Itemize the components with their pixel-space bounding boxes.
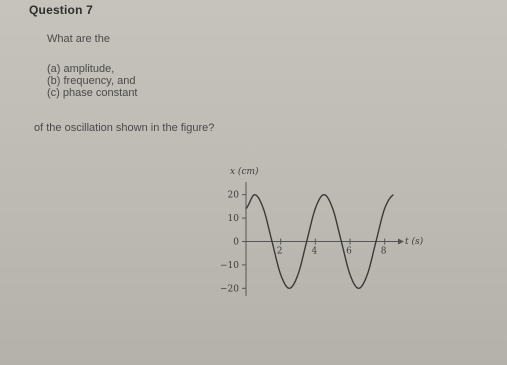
- item-frequency: (b) frequency, and: [47, 75, 136, 87]
- x-axis-label: t (s): [405, 237, 424, 247]
- question-heading: Question 7: [29, 3, 94, 17]
- x-tick-label: 4: [311, 246, 318, 257]
- y-axis-label: x (cm): [230, 167, 259, 177]
- y-tick-label: 10: [227, 214, 239, 225]
- y-tick-label: −20: [220, 284, 239, 295]
- question-prompt: What are the: [47, 33, 110, 45]
- x-tick-label: 8: [380, 246, 387, 257]
- y-tick-label: 20: [227, 190, 239, 201]
- x-axis-arrow-icon: [398, 239, 404, 245]
- x-tick-label: 6: [346, 246, 352, 257]
- item-phase-constant: (c) phase constant: [47, 87, 138, 99]
- oscillation-figure: [196, 162, 446, 302]
- y-tick-label: −10: [220, 260, 239, 271]
- y-tick-label: 0: [233, 237, 239, 248]
- question-closing: of the oscillation shown in the figure?: [34, 122, 215, 134]
- x-tick-label: 2: [276, 246, 283, 257]
- oscillation-chart: [196, 162, 446, 302]
- item-amplitude: (a) amplitude,: [47, 63, 115, 75]
